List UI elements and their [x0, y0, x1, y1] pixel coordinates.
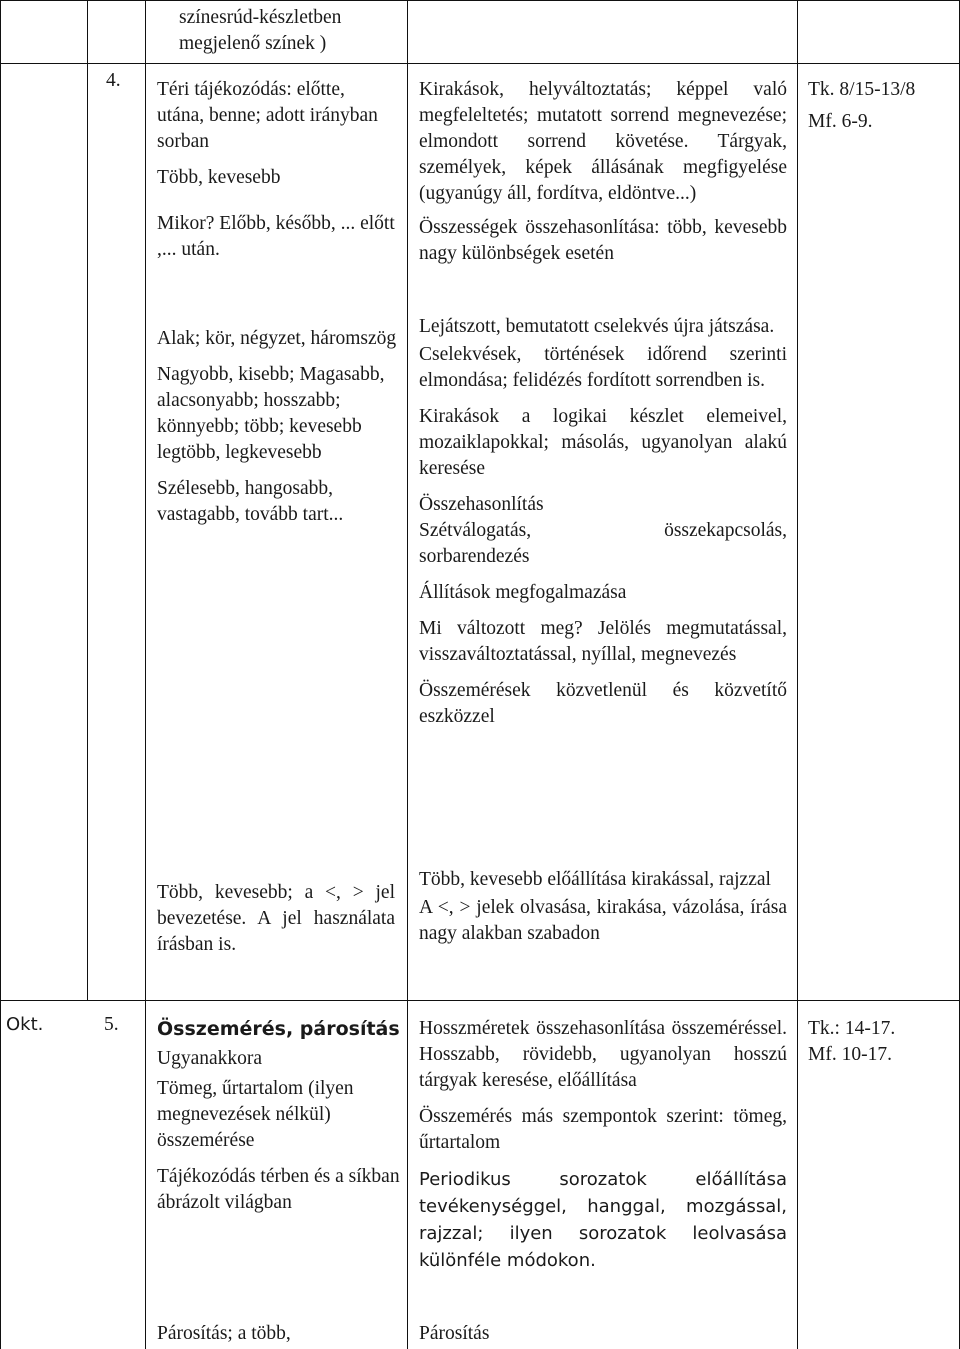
row4-activities-c [419, 867, 787, 947]
topic-item: Ugyanakkora [157, 1048, 263, 1069]
activity-item: Összehasonlítás [419, 494, 544, 515]
col-divider-5 [797, 0, 798, 1349]
topic-item: Több, kevesebb; a <, > jel bevezetése. A jel használata írásban is. [157, 882, 395, 955]
topic-line: megjelenő színek ) [179, 33, 327, 54]
topic-item: Alak; kör, négyzet, háromszög [157, 328, 397, 349]
month-label: Okt. [6, 1014, 44, 1035]
topic-item: Nagyobb, kisebb; Magasabb, alacsonyabb; hosszabb; könnyebb; több; kevesebb legtöbb, legkevesebb [157, 364, 385, 463]
row5-topics-bottom: Párosítás; a több, [157, 1323, 291, 1344]
activity-item: Hosszméretek összehasonlítása összeméréssel. Hosszabb, rövidebb, ugyanolyan hosszú tárgyak keresése, előállítása [419, 1018, 787, 1091]
activity-item: Periodikus sorozatok előállítása tevékenységgel, hanggal, mozgással, rajzzal; ilyen sorozatok leolvasása különféle módokon. [419, 1169, 787, 1271]
row5-activities-bottom: Párosítás [419, 1323, 490, 1344]
row4-topics-c [157, 880, 395, 958]
row5-refs [808, 1016, 956, 1068]
top-row-topic [179, 5, 399, 57]
activity-item: Szétválogatás, összekapcsolás, [419, 520, 787, 541]
activity-item: Állítások megfogalmazása [419, 582, 627, 603]
col-divider-1 [0, 0, 1, 1349]
textbook-ref: Tk. 8/15-13/8 [808, 79, 916, 100]
activity-item: Mi változott meg? Jelölés megmutatással, visszaváltoztatással, nyíllal, megnevezés [419, 618, 787, 665]
row4-topics-a [157, 77, 395, 263]
topic-line: színesrúd-készletben [179, 7, 342, 28]
row4-refs [808, 77, 956, 135]
row4-activities-a [419, 77, 787, 267]
activity-item: Összemérések közvetlenül és közvetítő eszközzel [419, 680, 787, 727]
row4-activities-b [419, 314, 787, 730]
activity-item: Kirakások, helyváltoztatás; képpel való megfeleltetés; mutatott sorrend megnevezése; elmondott sorrend követése. Tárgyak, személyek, képek állásának megfigyelése (ugyanúgy áll, fordítva, eldöntve...) [419, 79, 787, 204]
workbook-ref: Mf. 6-9. [808, 111, 873, 132]
topic-item: Mikor? Előbb, később, ... előtt ,... után. [157, 213, 395, 260]
col-divider-2 [87, 0, 88, 1000]
table-border-top [0, 0, 960, 1]
textbook-ref: Tk.: 14-17. [808, 1018, 896, 1039]
topic-item: Tömeg, űrtartalom (ilyen megnevezések nélkül) összemérése [157, 1078, 354, 1151]
row-number: 5. [104, 1014, 119, 1035]
activity-item: A <, > jelek olvasása, kirakása, vázolása, írása nagy alakban szabadon [419, 897, 787, 944]
activity-item: Cselekvések, történések időrend szerinti elmondása; felidézés fordított sorrendben is. [419, 344, 787, 391]
topic-item: Több, kevesebb [157, 167, 281, 188]
lesson-title: Összemérés, párosítás [157, 1018, 400, 1040]
activity-item: Lejátszott, bemutatott cselekvés újra játszása. [419, 316, 775, 337]
topic-item: Tájékozódás térben és a síkban ábrázolt világban [157, 1166, 400, 1213]
row4-topics-b [157, 326, 397, 528]
col-divider-4 [407, 0, 408, 1349]
activity-item: sorbarendezés [419, 546, 530, 567]
row5-activities [419, 1016, 787, 1274]
col-divider-3 [145, 0, 146, 1349]
activity-item: Összességek összehasonlítása: több, kevesebb nagy különbségek esetén [419, 217, 787, 264]
activity-item: Kirakások a logikai készlet elemeivel, mozaiklapokkal; másolás, ugyanolyan alakú keresése [419, 406, 787, 479]
row5-topics [157, 1016, 401, 1216]
workbook-ref: Mf. 10-17. [808, 1044, 892, 1065]
topic-item: Téri tájékozódás: előtte, utána, benne; adott irányban sorban [157, 79, 378, 152]
row-number: 4. [106, 70, 121, 91]
row-divider-5 [0, 1000, 960, 1001]
row-divider-4 [0, 63, 960, 64]
activity-item: Összemérés más szempontok szerint: tömeg, űrtartalom [419, 1106, 787, 1153]
activity-item: Több, kevesebb előállítása kirakással, rajzzal [419, 869, 771, 890]
topic-item: Szélesebb, hangosabb, vastagabb, tovább tart... [157, 478, 344, 525]
